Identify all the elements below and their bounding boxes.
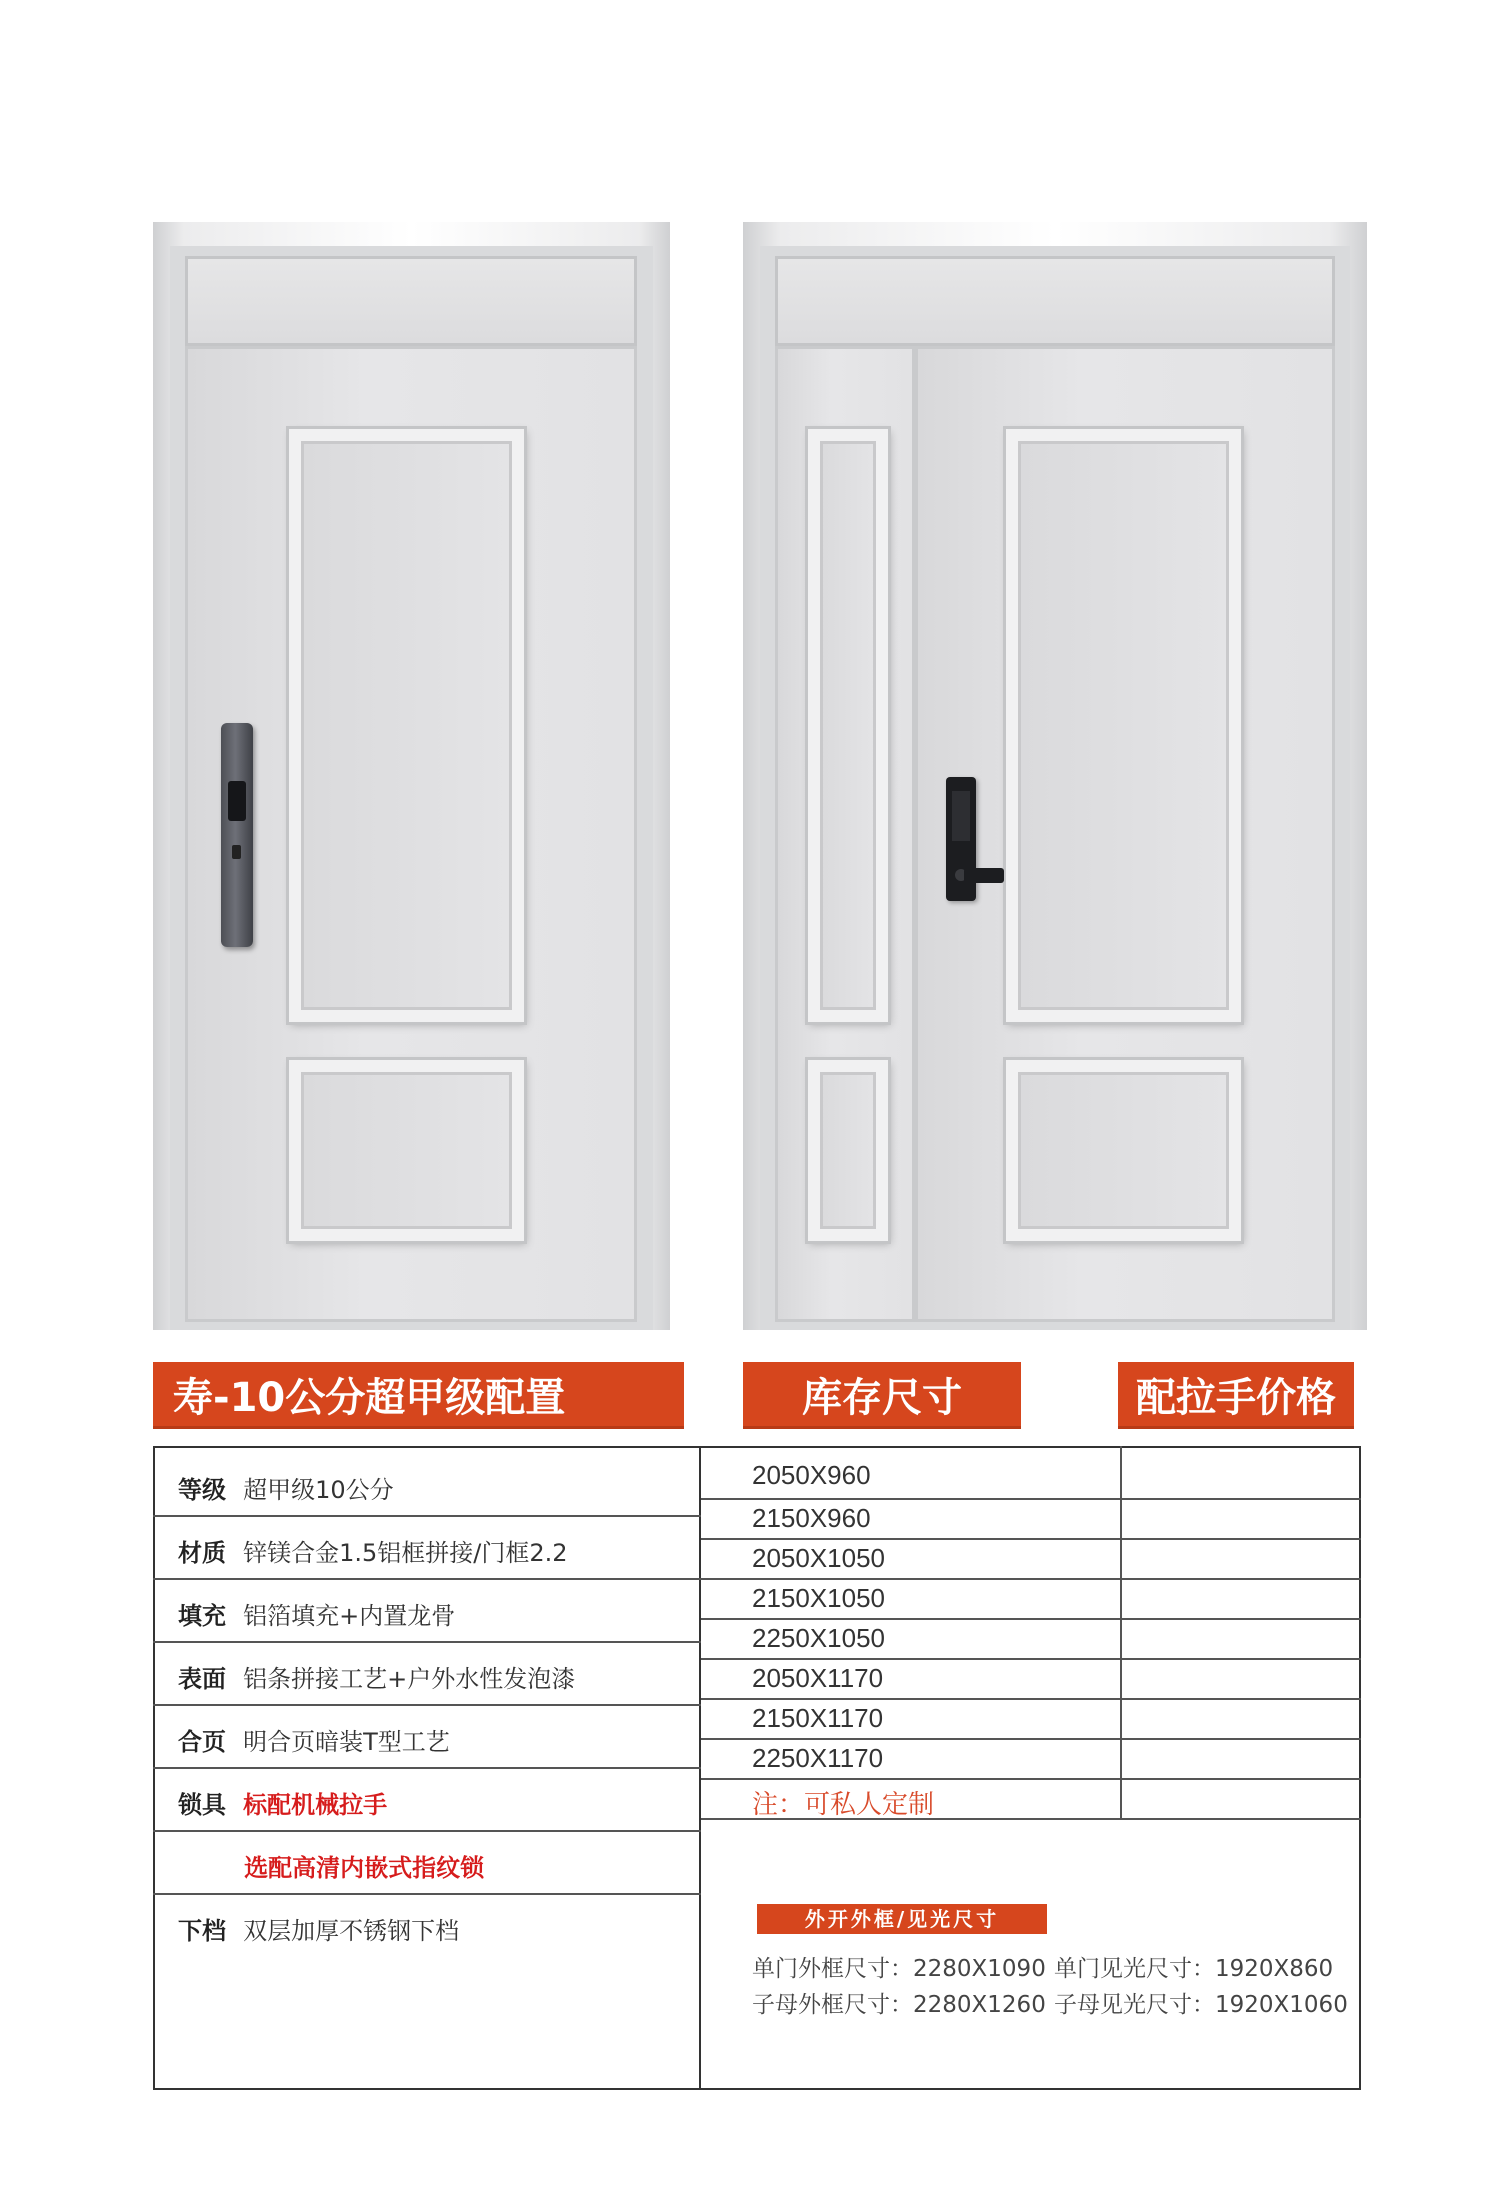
lower-panel <box>289 1060 524 1241</box>
row-divider <box>153 1515 701 1517</box>
row-divider <box>153 1578 701 1580</box>
spec-label: 表面 <box>178 1665 226 1693</box>
size-row-divider <box>701 1698 1361 1700</box>
size-cell: 2150X960 <box>752 1503 871 1533</box>
single-door-image <box>153 222 670 1330</box>
spec-row-grade <box>178 1470 688 1504</box>
handle-screen <box>228 781 246 821</box>
row-divider <box>153 1830 701 1832</box>
fingerprint-lock-icon <box>946 777 976 901</box>
spec-value: 锌镁合金1.5铝框拼接/门框2.2 <box>243 1539 568 1567</box>
spec-row-material <box>178 1533 688 1567</box>
spec-row-filling <box>178 1596 688 1630</box>
spec-label: 下档 <box>178 1917 226 1945</box>
spec-row-hinge <box>178 1722 688 1756</box>
transom-panel <box>185 256 637 346</box>
size-row-divider <box>701 1538 1361 1540</box>
lock-keypad <box>952 791 970 841</box>
spec-value-highlight: 标配机械拉手 <box>243 1791 388 1819</box>
handle-price-header-text: 配拉手价格 <box>1136 1374 1336 1421</box>
spec-value: 铝箔填充+内置龙骨 <box>243 1602 456 1630</box>
handle-keyhole <box>232 845 241 859</box>
spec-label: 材质 <box>178 1539 226 1567</box>
size-cell: 2050X960 <box>752 1460 871 1490</box>
row-divider <box>153 1704 701 1706</box>
mother-lower-panel <box>1006 1060 1241 1241</box>
size-row-divider <box>701 1618 1361 1620</box>
price-column-divider <box>1120 1446 1122 1820</box>
size-cell: 2250X1050 <box>752 1623 886 1653</box>
row-divider <box>153 1767 701 1769</box>
lock-lever <box>964 868 1004 883</box>
size-cell: 2050X1170 <box>752 1663 884 1693</box>
upper-panel <box>289 429 524 1022</box>
spec-value: 明合页暗装T型工艺 <box>243 1728 450 1756</box>
size-row-divider <box>701 1658 1361 1660</box>
mother-visible-size: 子母见光尺寸：1920X1060 <box>1054 1992 1348 2018</box>
spec-value: 双层加厚不锈钢下档 <box>243 1917 460 1945</box>
transom-panel <box>775 256 1335 346</box>
single-outer-size: 单门外框尺寸：2280X1090 <box>752 1956 1046 1982</box>
handle-price-header <box>1118 1362 1354 1426</box>
size-row-divider <box>701 1738 1361 1740</box>
mother-door-leaf <box>915 346 1335 1322</box>
single-visible-size: 单门见光尺寸：1920X860 <box>1054 1956 1334 1982</box>
stock-size-header-text: 库存尺寸 <box>802 1374 962 1421</box>
stock-size-header <box>743 1362 1021 1426</box>
row-divider <box>153 1893 701 1895</box>
config-header-text: 寿-10公分超甲级配置 <box>173 1374 566 1421</box>
size-row-divider <box>701 1578 1361 1580</box>
mother-upper-panel <box>1006 429 1241 1022</box>
row-divider <box>153 1641 701 1643</box>
size-row-divider <box>701 1498 1361 1500</box>
smart-handle-lock-icon <box>221 723 253 947</box>
spec-label: 合页 <box>178 1728 226 1756</box>
spec-row-lock-option <box>178 1848 688 1882</box>
spec-value-highlight: 选配高清内嵌式指纹锁 <box>244 1854 485 1882</box>
spec-label: 等级 <box>178 1476 226 1504</box>
size-cell: 2050X1050 <box>752 1543 886 1573</box>
spec-label: 填充 <box>178 1602 226 1630</box>
config-header <box>153 1362 684 1426</box>
child-upper-panel <box>808 429 888 1022</box>
size-cell: 2150X1050 <box>752 1583 886 1613</box>
child-lower-panel <box>808 1060 888 1241</box>
custom-size-note: 注：可私人定制 <box>752 1790 935 1820</box>
spec-row-lock <box>178 1785 688 1819</box>
spec-label: 锁具 <box>178 1791 226 1819</box>
door-leaf <box>185 346 637 1322</box>
child-door-leaf <box>775 346 915 1322</box>
mother-outer-size: 子母外框尺寸：2280X1260 <box>752 1992 1046 2018</box>
double-door-image <box>743 222 1367 1330</box>
spec-value: 超甲级10公分 <box>243 1476 394 1504</box>
frame-size-header: 外开外框/见光尺寸 <box>757 1904 1047 1934</box>
size-cell: 2250X1170 <box>752 1743 884 1773</box>
size-row-divider <box>701 1778 1361 1780</box>
spec-row-bottom <box>178 1911 688 1945</box>
size-cell: 2150X1170 <box>752 1703 884 1733</box>
spec-value: 铝条拼接工艺+户外水性发泡漆 <box>243 1665 576 1693</box>
spec-row-surface <box>178 1659 688 1693</box>
